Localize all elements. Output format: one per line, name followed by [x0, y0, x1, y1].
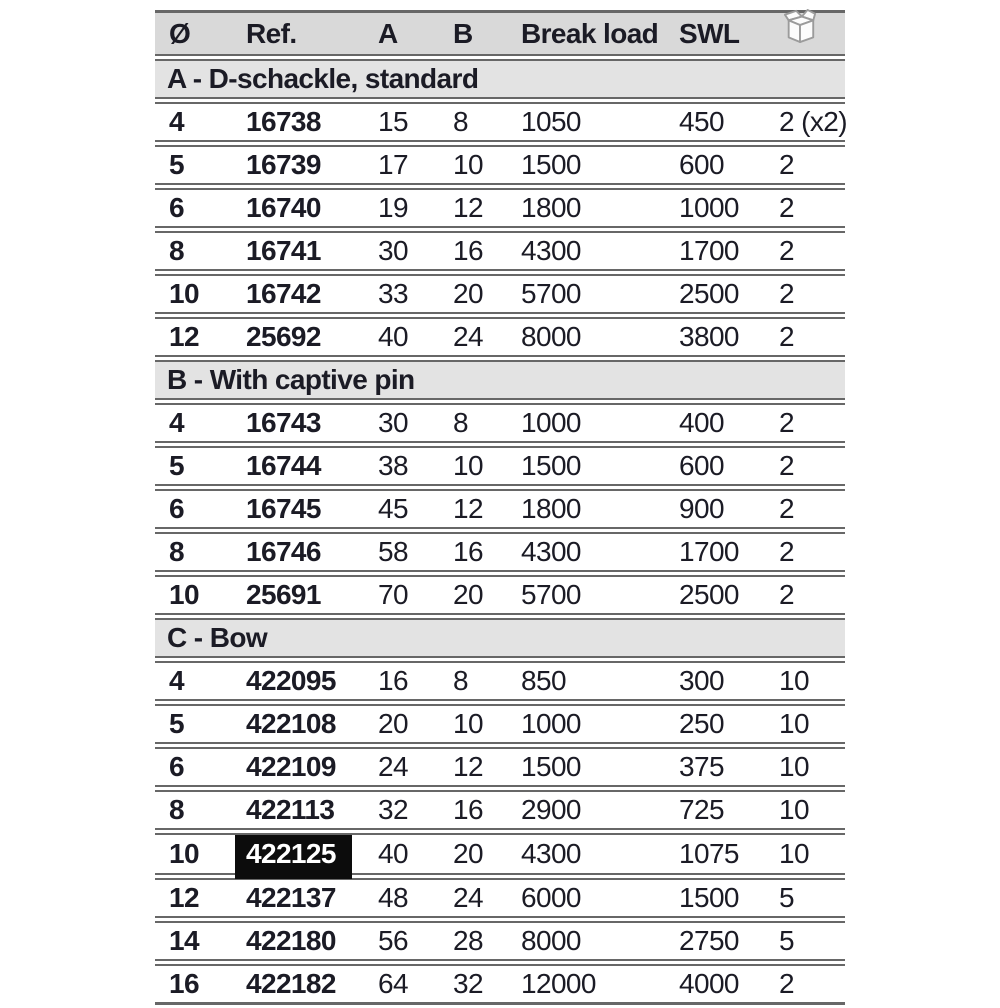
cell-b: 12 — [445, 489, 515, 529]
cell-break-load: 8000 — [515, 317, 675, 357]
table-row — [155, 403, 845, 443]
cell-dia: 10 — [155, 833, 235, 875]
cell-dia: 8 — [155, 790, 235, 830]
cell-dia: 4 — [155, 102, 235, 142]
cell-a: 32 — [370, 790, 445, 830]
cell-break-load: 1000 — [515, 403, 675, 443]
table-row — [155, 274, 845, 314]
cell-ref: 16738 — [235, 102, 370, 142]
cell-qty: 2 — [775, 274, 845, 314]
cell-break-load: 5700 — [515, 274, 675, 314]
cell-swl: 600 — [675, 145, 775, 185]
cell-a: 30 — [370, 403, 445, 443]
table-header-row — [155, 10, 845, 56]
cell-swl: 2750 — [675, 921, 775, 961]
cell-b: 10 — [445, 446, 515, 486]
section-header-row — [155, 618, 845, 658]
table-row — [155, 489, 845, 529]
col-header-pack-qty — [775, 10, 845, 56]
table-row — [155, 145, 845, 185]
col-header-a: A — [370, 10, 445, 56]
cell-dia: 16 — [155, 964, 235, 1005]
cell-ref — [235, 833, 370, 875]
cell-break-load: 1500 — [515, 145, 675, 185]
cell-qty: 2 — [775, 403, 845, 443]
cell-qty: 2 — [775, 532, 845, 572]
cell-qty: 10 — [775, 747, 845, 787]
shackle-spec-table — [155, 7, 845, 1008]
cell-ref: 422109 — [235, 747, 370, 787]
cell-ref: 16744 — [235, 446, 370, 486]
col-header-swl: SWL — [675, 10, 775, 56]
cell-swl: 375 — [675, 747, 775, 787]
cell-qty: 2 — [775, 188, 845, 228]
cell-b: 20 — [445, 833, 515, 875]
cell-swl: 250 — [675, 704, 775, 744]
section-header-label: B - With captive pin — [155, 360, 845, 400]
cell-a: 33 — [370, 274, 445, 314]
cell-a: 19 — [370, 188, 445, 228]
table-row — [155, 921, 845, 961]
cell-break-load: 12000 — [515, 964, 675, 1005]
cell-dia: 5 — [155, 145, 235, 185]
section-header-row — [155, 59, 845, 99]
cell-a: 20 — [370, 704, 445, 744]
table-row — [155, 704, 845, 744]
cell-b: 28 — [445, 921, 515, 961]
cell-qty: 2 — [775, 575, 845, 615]
cell-qty: 10 — [775, 833, 845, 875]
cell-qty: 2 — [775, 489, 845, 529]
cell-swl: 725 — [675, 790, 775, 830]
cell-b: 10 — [445, 704, 515, 744]
cell-b: 32 — [445, 964, 515, 1005]
cell-break-load: 6000 — [515, 878, 675, 918]
cell-a: 40 — [370, 317, 445, 357]
cell-ref: 422108 — [235, 704, 370, 744]
cell-swl: 450 — [675, 102, 775, 142]
cell-qty: 2 — [775, 446, 845, 486]
cell-a: 56 — [370, 921, 445, 961]
cell-ref: 422180 — [235, 921, 370, 961]
cell-a: 58 — [370, 532, 445, 572]
cell-break-load: 1050 — [515, 102, 675, 142]
cell-swl: 2500 — [675, 274, 775, 314]
cell-swl: 4000 — [675, 964, 775, 1005]
catalog-spec-page — [155, 7, 845, 1008]
cell-a: 64 — [370, 964, 445, 1005]
section-header-label: A - D-schackle, standard — [155, 59, 845, 99]
cell-b: 8 — [445, 661, 515, 701]
cell-dia: 12 — [155, 878, 235, 918]
cell-ref: 422113 — [235, 790, 370, 830]
cell-dia: 6 — [155, 489, 235, 529]
cell-qty: 10 — [775, 704, 845, 744]
cell-a: 48 — [370, 878, 445, 918]
table-row — [155, 231, 845, 271]
cell-b: 8 — [445, 403, 515, 443]
cell-ref: 16742 — [235, 274, 370, 314]
cell-a: 40 — [370, 833, 445, 875]
cell-qty: 10 — [775, 790, 845, 830]
cell-break-load: 2900 — [515, 790, 675, 830]
section-header-label: C - Bow — [155, 618, 845, 658]
table-row — [155, 317, 845, 357]
cell-swl: 1500 — [675, 878, 775, 918]
cell-ref: 16743 — [235, 403, 370, 443]
cell-ref: 16740 — [235, 188, 370, 228]
cell-qty: 10 — [775, 661, 845, 701]
cell-qty: 2 (x2) — [775, 102, 845, 142]
cell-b: 24 — [445, 317, 515, 357]
cell-break-load: 1000 — [515, 704, 675, 744]
cell-b: 20 — [445, 575, 515, 615]
table-row — [155, 188, 845, 228]
cell-swl: 1700 — [675, 532, 775, 572]
cell-b: 8 — [445, 102, 515, 142]
table-row — [155, 575, 845, 615]
cell-ref: 422182 — [235, 964, 370, 1005]
cell-break-load: 4300 — [515, 833, 675, 875]
cell-swl: 400 — [675, 403, 775, 443]
cell-dia: 8 — [155, 532, 235, 572]
table-row — [155, 446, 845, 486]
cell-a: 45 — [370, 489, 445, 529]
table-row — [155, 661, 845, 701]
cell-ref: 16739 — [235, 145, 370, 185]
cell-ref: 25691 — [235, 575, 370, 615]
cell-dia: 5 — [155, 704, 235, 744]
cell-break-load: 1500 — [515, 747, 675, 787]
cell-ref: 16741 — [235, 231, 370, 271]
cell-ref: 25692 — [235, 317, 370, 357]
highlighted-ref-value: 422125 — [235, 835, 352, 879]
cell-swl: 3800 — [675, 317, 775, 357]
cell-b: 12 — [445, 188, 515, 228]
cell-ref: 422137 — [235, 878, 370, 918]
cell-swl: 2500 — [675, 575, 775, 615]
cell-a: 38 — [370, 446, 445, 486]
cell-qty: 2 — [775, 145, 845, 185]
table-row — [155, 102, 845, 142]
cell-dia: 6 — [155, 747, 235, 787]
col-header-break-load: Break load — [515, 10, 675, 56]
cell-a: 15 — [370, 102, 445, 142]
cell-b: 16 — [445, 790, 515, 830]
section-header-row — [155, 360, 845, 400]
cell-break-load: 1800 — [515, 489, 675, 529]
col-header-ref: Ref. — [235, 10, 370, 56]
col-header-b: B — [445, 10, 515, 56]
cell-b: 12 — [445, 747, 515, 787]
cell-b: 10 — [445, 145, 515, 185]
cell-qty: 5 — [775, 921, 845, 961]
cell-dia: 12 — [155, 317, 235, 357]
cell-ref: 422095 — [235, 661, 370, 701]
cell-a: 30 — [370, 231, 445, 271]
cell-b: 16 — [445, 532, 515, 572]
cell-swl: 1700 — [675, 231, 775, 271]
table-body — [155, 59, 845, 1005]
cell-b: 24 — [445, 878, 515, 918]
cell-break-load: 1800 — [515, 188, 675, 228]
cell-a: 70 — [370, 575, 445, 615]
cell-swl: 900 — [675, 489, 775, 529]
cell-dia: 4 — [155, 403, 235, 443]
cell-b: 20 — [445, 274, 515, 314]
cell-swl: 1000 — [675, 188, 775, 228]
cell-a: 24 — [370, 747, 445, 787]
cell-a: 17 — [370, 145, 445, 185]
cell-a: 16 — [370, 661, 445, 701]
cell-dia: 4 — [155, 661, 235, 701]
cell-qty: 5 — [775, 878, 845, 918]
table-row — [155, 833, 845, 875]
cell-b: 16 — [445, 231, 515, 271]
cell-ref: 16746 — [235, 532, 370, 572]
cell-swl: 300 — [675, 661, 775, 701]
cell-break-load: 5700 — [515, 575, 675, 615]
cell-dia: 14 — [155, 921, 235, 961]
cell-dia: 6 — [155, 188, 235, 228]
cell-qty: 2 — [775, 317, 845, 357]
table-row — [155, 747, 845, 787]
cell-break-load: 850 — [515, 661, 675, 701]
cell-break-load: 8000 — [515, 921, 675, 961]
cell-swl: 1075 — [675, 833, 775, 875]
cell-dia: 8 — [155, 231, 235, 271]
cell-qty: 2 — [775, 964, 845, 1005]
cell-dia: 10 — [155, 274, 235, 314]
table-row — [155, 878, 845, 918]
table-row — [155, 964, 845, 1005]
cell-dia: 5 — [155, 446, 235, 486]
table-row — [155, 532, 845, 572]
cell-break-load: 4300 — [515, 231, 675, 271]
cell-qty: 2 — [775, 231, 845, 271]
cell-dia: 10 — [155, 575, 235, 615]
cell-break-load: 4300 — [515, 532, 675, 572]
table-row — [155, 790, 845, 830]
package-icon — [783, 7, 817, 54]
cell-swl: 600 — [675, 446, 775, 486]
cell-ref: 16745 — [235, 489, 370, 529]
col-header-diameter: Ø — [155, 10, 235, 56]
cell-break-load: 1500 — [515, 446, 675, 486]
